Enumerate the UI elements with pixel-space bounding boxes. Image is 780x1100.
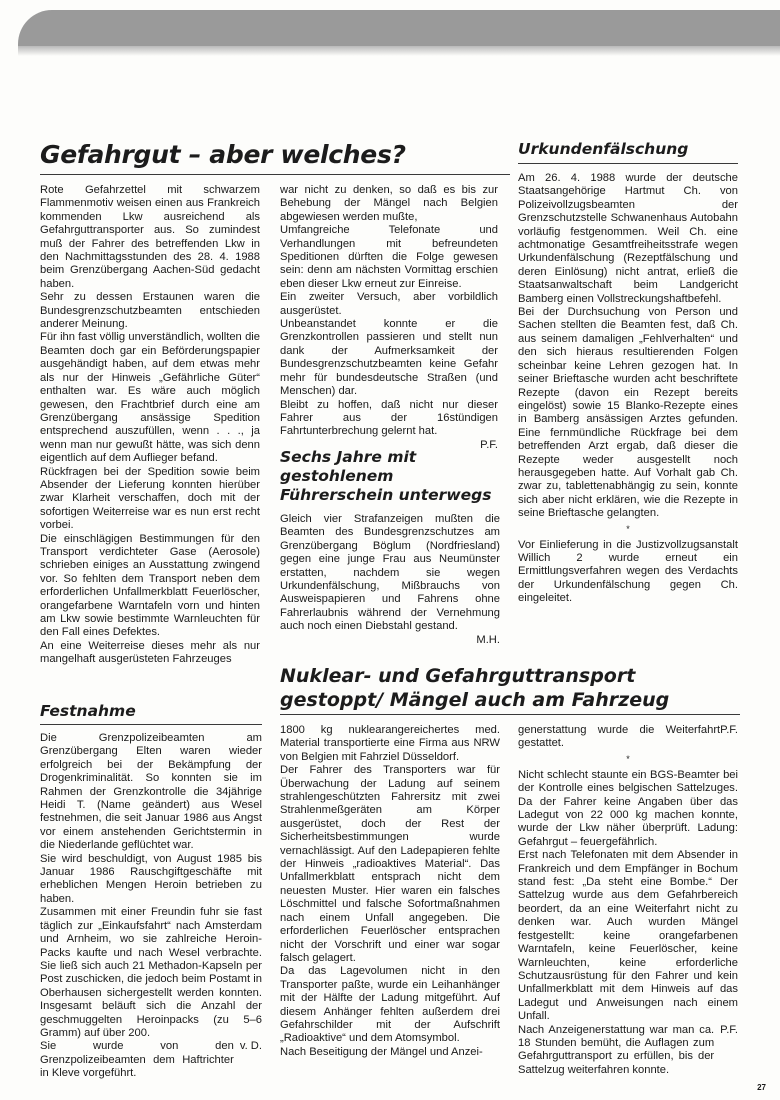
- signature: P.F.: [720, 724, 738, 736]
- signature-line: [518, 724, 738, 751]
- article-nuklear-column-2: [518, 724, 738, 1077]
- article-body: [518, 172, 738, 606]
- title-underline: [280, 714, 740, 715]
- paragraph: Rückfragen bei der Spedition sowie beim Absender der Lieferung konnten hierüber zwar Klarheit verschaffen, doch mit der sofortigen Weiterreise war es nun erst recht vorbei.: [40, 465, 260, 532]
- article-urkundenfaelschung: [518, 140, 738, 606]
- paragraph: Sie wurde von den Grenzpolizeibeamten dem Haftrichter in Kleve vorgeführt.: [40, 1040, 234, 1080]
- separator-star: *: [626, 523, 630, 534]
- paragraph: Vor Einlieferung in die Justizvollzugsanstalt Willich 2 wurde erneut ein Ermittlungsverfahren wegen des Verdachts der Urkundenfälschung gegen Ch. eingeleitet.: [518, 538, 738, 605]
- article-body: [280, 513, 500, 647]
- separator-star: *: [626, 753, 630, 764]
- paragraph: Erst nach Telefonaten mit dem Absender in Frankreich und dem Empfänger in Bochum stand fest: „Da steht eine Bombe.“ Der Sattelzug wurde aus dem Gefahrbereich beordert, da an eine Weiterfahrt nicht zu denken war. Auch wurden Mängel festgestellt: keine orangefarbenen Warntafeln, keine Feuerlöscher, keine Warnleuchten, keine erforderliche Schutzausrüstung für den Fahrer und kein Unfallmerkblatt mit dem Hinweis auf das Ladegut und Anweisungen nach einem Unfall.: [518, 849, 738, 1023]
- paragraph: Sehr zu dessen Erstaunen waren die Bundesgrenzschutzbeamten entschieden anderer Meinung.: [40, 291, 260, 331]
- signature: M.H.: [476, 633, 500, 646]
- title-underline: [518, 163, 738, 164]
- paragraph: Ein zweiter Versuch, aber vorbildlich ausgerüstet.: [280, 291, 498, 317]
- signature-line: [280, 634, 500, 647]
- article-title: Nuklear- und Gefahrguttransport gestoppt/ Mängel auch am Fahrzeug: [280, 665, 670, 711]
- header-band-shade: [18, 46, 780, 56]
- article-nuklear-column-1: [280, 724, 500, 1059]
- article-gefahrgut-column-1: [40, 184, 260, 667]
- article-gefahrgut-column-2: [280, 184, 498, 452]
- paragraph: Die einschlägigen Bestimmungen für den Transport verdichteter Gase (Aerosole) schrieben einiges an Ausstattung zwingend vor. So fehlten dem Transport neben dem erforderlichen Unfallmerkblatt Feuerlöscher, orangefarbene Warntafeln vorn und hinten am Lkw sowie bestimmte Warnleuchten für den Fall eines Defektes.: [40, 532, 260, 639]
- paragraph: Unbeanstandet konnte er die Grenzkontrollen passieren und stellt nun dank der Aufmerksamkeit der Bundesgrenzschutzbeamten keine Gefahr mehr für bundesdeutsche Straßen (und Menschen) dar.: [280, 318, 498, 398]
- paragraph: Rote Gefahrzettel mit schwarzem Flammenmotiv weisen einen aus Frankreich kommenden Lkw ausreichend als Gefahrguttransporter aus. So zumindest muß der Fahrer des betreffenden Lkw in den Nachmittagsstunden des 28. 4. 1988 beim Grenzübergang Aachen-Süd gedacht haben.: [40, 184, 260, 290]
- article-festnahme: [40, 702, 262, 1081]
- paragraph: Umfangreiche Telefonate und Verhandlungen mit befreundeten Speditionen dürften die Folge gewesen sein: denn am nächsten Vormittag erschien eben dieser Lkw erneut zur Einreise.: [280, 224, 498, 290]
- paragraph: Am 26. 4. 1988 wurde der deutsche Staatsangehörige Hartmut Ch. von Polizeivollzugsbeamten der Grenzschutzstelle Schwanenhaus Autobahn vorläufig festgenommen. Weil Ch. eine achtmonatige Gesamtfreiheitsstrafe wegen Urkundenfälschung (Rezeptfälschung und deren Einlösung) nicht antrat, erließ die Staatsanwaltschaft beim Landgericht Bamberg einen Vollstreckungshaftbefehl.: [518, 172, 738, 305]
- paragraph: Die Grenzpolizeibeamten am Grenzübergang Elten waren wieder erfolgreich bei der Bekämpfung der Drogenkriminalität. So konnten sie im Rahmen der Grenzkontrolle die 34jährige Heidi T. (Name geändert) aus Wesel festnehmen, die seit Januar 1986 aus Angst vor einem anstehenden Gerichtstermin in die Niederlande geflüchtet war.: [40, 732, 262, 852]
- title-underline: [40, 724, 262, 725]
- article-fuehrerschein: [280, 448, 500, 647]
- paragraph: Bleibt zu hoffen, daß nicht nur dieser Fahrer aus der 16stündigen Fahrtunterbrechung gelernt hat.: [280, 398, 498, 438]
- signature: v. D.: [239, 1040, 262, 1053]
- paragraph: Da das Lagevolumen nicht in den Transporter paßte, wurde ein Leihanhänger mit der Hälfte der Ladung mitgeführt. Auf diesem Anhänger fehlten außerdem drei Gefahrschilder mit der Aufschrift „Radioaktive“ und dem Atomsymbol.: [280, 965, 500, 1045]
- paragraph: war nicht zu denken, so daß es bis zur Behebung der Mängel nach Belgien abgewiesen werden mußte,: [280, 184, 498, 223]
- paragraph: Bei der Durchsuchung von Person und Sachen stellten die Beamten fest, daß Ch. aus seinem damaligen „Fehlverhalten“ und den sich hieraus resultierenden Folgen scheinbar keine Lehren gezogen hat. In seiner Brieftasche wurden acht beschriftete Rezepte (davon ein Rezept bereits eingelöst) sowie 15 Blanko-Rezepte eines in Bamberg ansässigen Arztes gefunden. Eine fernmündliche Rückfrage bei dem betreffenden Arzt ergab, daß dieser die Rezepte weder ausgestellt noch herausgegeben hatte. Auf Vorhalt gab Ch. zwar zu, tablettenabhängig zu sein, konnte sich aber nicht erklären, wie die Rezepte in seine Brieftasche gelangten.: [518, 306, 738, 520]
- article-gefahrgut-title-block: [40, 140, 500, 169]
- paragraph: generstattung wurde die Weiterfahrt gestattet.: [518, 724, 721, 750]
- paragraph: Zusammen mit einer Freundin fuhr sie fast täglich zur „Einkaufsfahrt“ nach Amsterdam und Arnheim, wo sie zahlreiche Heroin-Packs kaufte und nach Wesel verbrachte. Sie ließ sich auch 21 Methadon-Kapseln per Post zuschicken, die jedoch beim Postamt in Oberhausen sichergestellt werden konnten. Insgesamt beläuft sich die Anzahl der geschmuggelten Heroinpacks (zu 5–6 Gramm) auf über 200.: [40, 906, 262, 1039]
- paragraph: Nicht schlecht staunte ein BGS-Beamter bei der Kontrolle eines belgischen Sattelzuges. Da der Fahrer keine Angaben über das Ladegut von 22 000 kg machen konnte, wurde der Lkw näher überprüft. Ladung: Gefahrgut – feuergefährlich.: [518, 768, 738, 848]
- paragraph: Gleich vier Strafanzeigen mußten die Beamten des Bundesgrenzschutzes am Grenzübergang Böglum (Nordfriesland) gegen eine junge Frau aus Neumünster erstatten, nachdem sie wegen Urkundenfälschung, Mißbrauchs von Ausweispapieren und Fahrens ohne Fahrerlaubnis während der Vernehmung auch noch einen Diebstahl gestand.: [280, 513, 500, 633]
- paragraph: An eine Weiterreise dieses mehr als nur mangelhaft ausgerüsteten Fahrzeuges: [40, 639, 260, 666]
- paragraph: Sie wird beschuldigt, von August 1985 bis Januar 1986 Rauschgiftgeschäfte mit erheblichen Mengen Heroin betrieben zu haben.: [40, 852, 262, 905]
- article-title: Sechs Jahre mit gestohlenem Führerschein unterwegs: [280, 448, 492, 504]
- article-title: Urkundenfälschung: [518, 140, 689, 158]
- signature-line: [40, 1040, 262, 1080]
- page-number: 27: [757, 1083, 766, 1092]
- paragraph: Für ihn fast völlig unverständlich, wollten die Beamten doch gar ein Beförderungspapier ausgehändigt haben, auf dem etwas mehr als nur der Hinweis „Gefährliche Güter“ enthalten war. Es wäre auch möglich gewesen, den Frachtbrief durch eine am Grenzübergang ansässige Spedition entsprechend auszufüllen, wenn . . ., ja wenn man nur gewußt hätte, was sich denn eigentlich auf dem Auflieger befand.: [40, 331, 260, 465]
- paragraph: Nach Beseitigung der Mängel und Anzei-: [280, 1045, 483, 1058]
- signature: P.F.: [480, 438, 498, 451]
- signature-line: [518, 1024, 738, 1078]
- paragraph: 1800 kg nuklearangereichertes med. Material transportierte eine Firma aus NRW von Belgien mit Fahrziel Düsseldorf.: [280, 724, 500, 763]
- paragraph: Nach Anzeigenerstattung war man ca. 18 Stunden bemüht, die Auflagen zum Gefahrguttransport zu erfüllen, bis der Sattelzug weiterfahren konnte.: [518, 1023, 715, 1076]
- title-underline: [40, 174, 510, 175]
- paragraph: Der Fahrer des Transporters war für Überwachung der Ladung auf seinem strahlengeschützten Fahrersitz mit zwei Strahlenmeßgeräten am Körper ausgerüstet, doch der Rest der Sicherheitsbestimmungen wurde vernachlässigt. Auf den Ladepapieren fehlte der Hinweis „radioaktives Material“. Das Unfallmerkblatt entsprach nicht dem neuesten Muster. Hier waren ein falsches Löschmittel und falsche Sofortmaßnahmen nach einem Unfall angegeben. Die erforderlichen Feuerlöscher entsprachen nicht der Vorschrift und einer war sogar falsch gelagert.: [280, 764, 500, 964]
- signature: P.F.: [720, 1023, 738, 1036]
- article-body: [40, 732, 262, 1081]
- article-nuklear-title-block: [280, 664, 740, 712]
- article-title: Gefahrgut – aber welches?: [40, 140, 406, 169]
- article-title: Festnahme: [40, 702, 136, 720]
